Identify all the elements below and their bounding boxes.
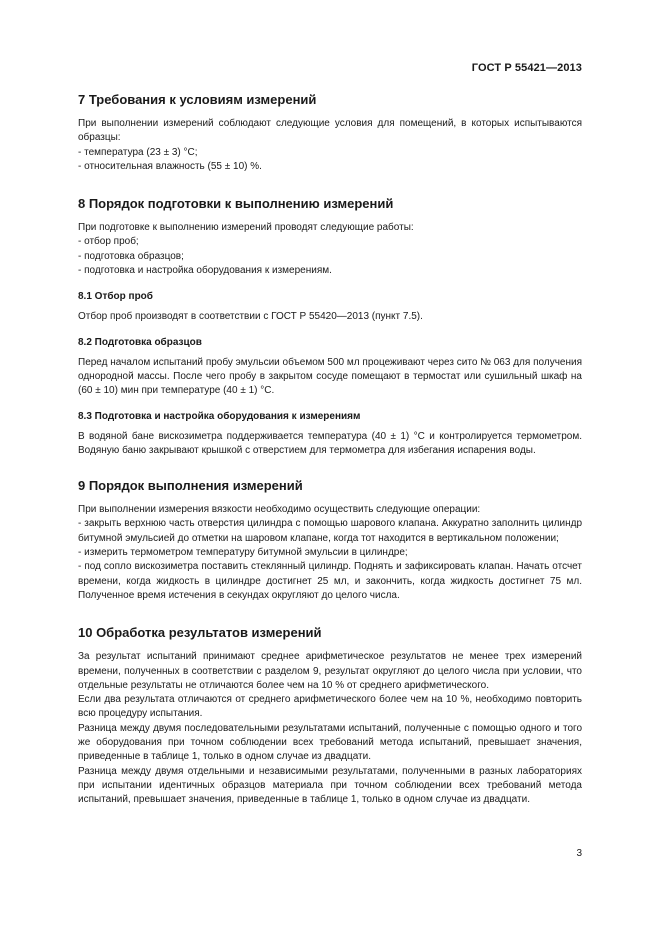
section-10-paragraph: За результат испытаний принимают среднее арифметическое результатов не менее трех измерений времени, полученных в соответствии с разделом 9, результат округляют до целого числа при условии, что отдельные результаты не отличаются более чем на 10 % от среднего арифметического. <box>78 651 582 691</box>
list-item: - температура (23 ± 3) °С; <box>78 146 198 158</box>
list-item: - измерить термометром температуру битумной эмульсии в цилиндре; <box>78 547 408 559</box>
subsection-8-3-title: 8.3 Подготовка и настройка оборудования к измерениям <box>78 410 361 422</box>
page-number: 3 <box>576 848 582 859</box>
section-10-title: 10 Обработка результатов измерений <box>78 625 322 641</box>
subsection-8-2 <box>78 336 582 399</box>
section-9-list <box>78 517 582 603</box>
section-7 <box>78 92 582 174</box>
list-item: - относительная влажность (55 ± 10) %. <box>78 160 262 172</box>
document-content <box>78 92 582 808</box>
document-code: ГОСТ Р 55421—2013 <box>471 62 582 74</box>
section-8-intro: При подготовке к выполнению измерений проводят следующие работы: <box>78 222 414 234</box>
section-9-title: 9 Порядок выполнения измерений <box>78 478 303 494</box>
subsection-8-2-text: Перед началом испытаний пробу эмульсии объемом 500 мл процеживают через сито № 063 для получения однородной массы. После чего пробу в закрытом сосуде помещают в термостат или сушильный шкаф на (60 ± 10) мин при температуре (40 ± 1) °С. <box>78 356 582 397</box>
subsection-8-1 <box>78 290 582 324</box>
document-page <box>78 0 582 935</box>
subsection-8-1-title: 8.1 Отбор проб <box>78 291 153 303</box>
section-10 <box>78 625 582 807</box>
section-7-list <box>78 146 582 175</box>
subsection-8-1-text: Отбор проб производят в соответствии с ГОСТ Р 55420—2013 (пункт 7.5). <box>78 311 423 323</box>
section-10-paragraph: Разница между двумя последовательными результатами испытаний, полученные с помощью одного и того же оборудования при точном соблюдении всех требований метода испытаний, превышает значения, приведенные в таблице 1, только в одном случае из двадцати. <box>78 722 582 763</box>
section-8-title: 8 Порядок подготовки к выполнению измерений <box>78 196 394 212</box>
section-7-title: 7 Требования к условиям измерений <box>78 92 317 107</box>
section-8 <box>78 196 582 458</box>
section-7-intro: При выполнении измерений соблюдают следующие условия для помещений, в которых испытываются образцы: <box>78 118 582 144</box>
section-10-paragraph: Если два результата отличаются от среднего арифметического более чем на 10 %, необходимо повторить всю процедуру испытания. <box>78 694 582 720</box>
subsection-8-3 <box>78 410 582 459</box>
section-9-intro: При выполнении измерения вязкости необходимо осуществить следующие операции: <box>78 504 481 516</box>
section-9 <box>78 478 582 603</box>
subsection-8-2-title: 8.2 Подготовка образцов <box>78 336 202 348</box>
list-item: - подготовка образцов; <box>78 250 184 262</box>
list-item: - подготовка и настройка оборудования к измерениям. <box>78 265 332 277</box>
list-item: - закрыть верхнюю часть отверстия цилиндра с помощью шарового клапана. Аккуратно заполнить цилиндр битумной эмульсией до отметки на шаровом клапане, когда тот находится в вертикальном положении; <box>78 518 582 544</box>
section-10-paragraph: Разница между двумя отдельными и независимыми результатами, полученными в разных лабораториях при испытании идентичных образцов материала при точном соблюдении всех требований метода испытаний, превышает значения, приведенные в таблице 1, только в одном случае из двадцати. <box>78 765 582 806</box>
list-item: - отбор проб; <box>78 236 139 248</box>
section-8-list <box>78 235 582 278</box>
list-item: - под сопло вискозиметра поставить стеклянный цилиндр. Поднять и зафиксировать клапан. Начать отсчет времени, когда жидкость в цилиндре достигнет 25 мл, и закончить, когда жидкость достигнет 75 мл. Полученное время истечения в секундах округляют до целого числа. <box>78 561 582 601</box>
subsection-8-3-text: В водяной бане вискозиметра поддерживается температура (40 ± 1) °С и контролируется термометром. Водяную баню закрывают крышкой с отверстием для термометра для избегания испарения воды. <box>78 430 582 456</box>
